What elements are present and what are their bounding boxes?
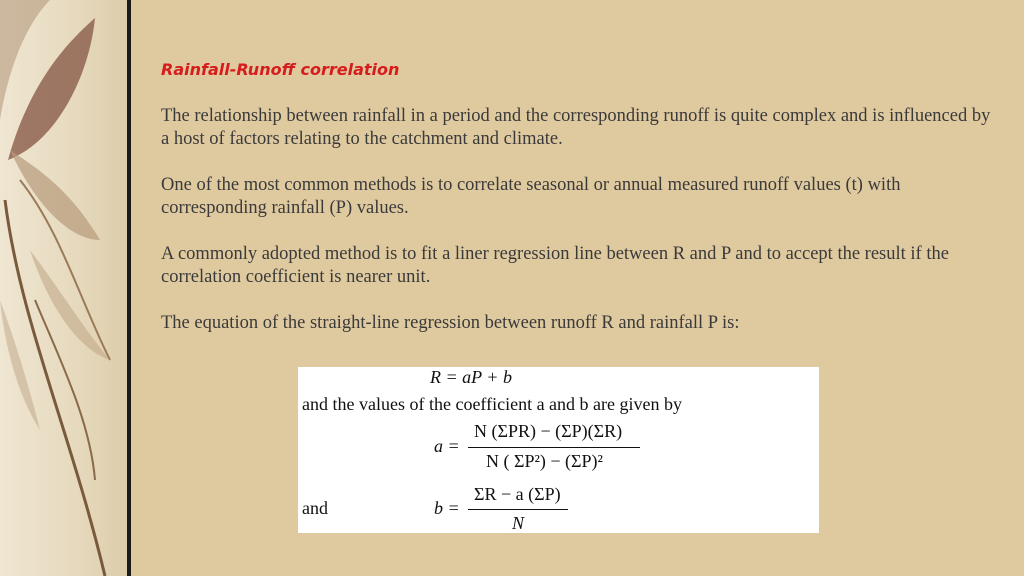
and-label: and — [302, 498, 328, 518]
coefficient-intro-text: and the values of the coefficient a and b are given by — [302, 394, 683, 414]
slide-title: Rainfall-Runoff correlation — [161, 60, 400, 79]
vertical-divider — [127, 0, 131, 576]
a-lhs: a = — [434, 436, 460, 456]
regression-formula-image — [298, 367, 819, 533]
paragraph-relationship: The relationship between rainfall in a period and the corresponding runoff is quite complex and is influenced by a host of factors relating to the catchment and climate. — [161, 106, 991, 149]
paragraph-common-method: One of the most common methods is to correlate seasonal or annual measured runoff values (t) with corresponding rainfall (P) values. — [161, 175, 901, 218]
paragraph-equation-intro: The equation of the straight-line regression between runoff R and rainfall P is: — [161, 313, 740, 333]
b-fraction-bar — [468, 509, 568, 510]
regression-equation: R = aP + b — [430, 367, 512, 387]
a-numerator: N (ΣPR) − (ΣP)(ΣR) — [474, 421, 623, 441]
b-lhs: b = — [434, 498, 460, 518]
leaf-branch-illustration — [0, 0, 128, 576]
b-numerator: ΣR − a (ΣP) — [474, 484, 561, 504]
decorative-leaf-panel — [0, 0, 128, 576]
b-denominator: N — [512, 513, 525, 533]
a-fraction-bar — [468, 447, 640, 448]
paragraph-regression-method: A commonly adopted method is to fit a liner regression line between R and P and to accept the result if the correlation coefficient is nearer unit. — [161, 244, 949, 287]
a-denominator: N ( ΣP²) − (ΣP)² — [486, 451, 603, 471]
